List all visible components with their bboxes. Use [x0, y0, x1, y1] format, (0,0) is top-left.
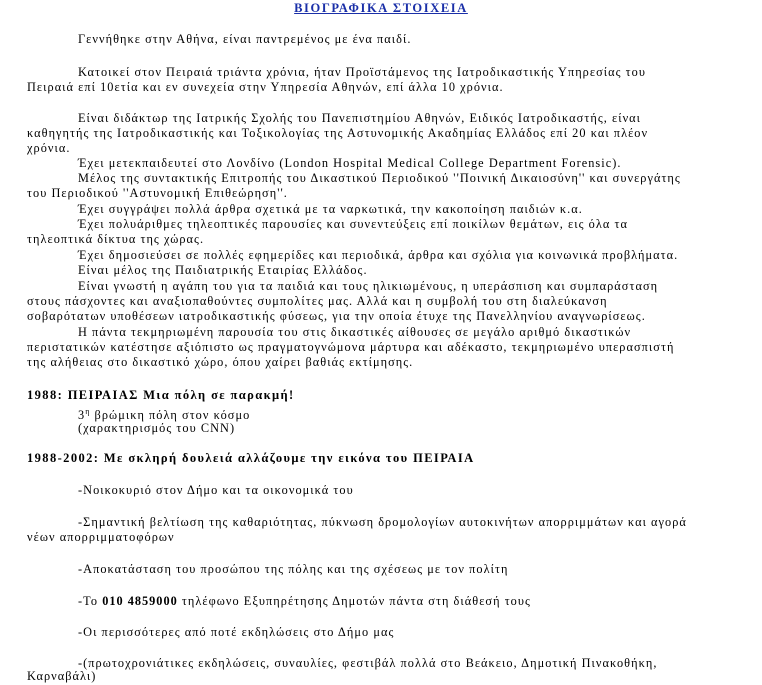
bio-doctor-1: Είναι διδάκτωρ της Ιατρικής Σχολής του Πανεπιστημίου Αθηνών, Ειδικός Ιατροδικαστής, είναι: [78, 111, 642, 125]
heading-1988: 1988: ΠΕΙΡΑΙΑΣ Μια πόλη σε παρακμή!: [27, 388, 295, 402]
bio-articles: Έχει συγγράψει πολλά άρθρα σχετικά με τα ναρκωτικά, την κακοποίηση παιδιών κ.α.: [78, 202, 583, 216]
bio-lives-2: Πειραιά επί 10ετία και εν συνεχεία στην Υπηρεσία Αθηνών, επί άλλα 10 χρόνια.: [27, 80, 504, 94]
bio-lives-1: Κατοικεί στον Πειραιά τριάντα χρόνια, ήταν Προϊστάμενος της Ιατροδικαστικής Υπηρεσίας του: [78, 65, 646, 79]
bio-tv-2: τηλεοπτικά δίκτυα της χώρας.: [27, 232, 205, 246]
bio-member-2: του Περιοδικού ''Αστυνομική Επιθεώρηση''.: [27, 186, 288, 200]
list-item-cont: νέων απορριμματοφόρων: [27, 530, 175, 544]
text-1988-cnn: (χαρακτηρισμός του CNN): [78, 421, 236, 435]
bio-born: Γεννήθηκε στην Αθήνα, είναι παντρεμένος με ένα παιδί.: [78, 32, 412, 46]
list-item-cont: Καρναβάλι): [27, 669, 97, 683]
bio-court-2: περιστατικών κατέστησε αξιόπιστο ως πραγματογνώμονα μάρτυρα και αδέκαστο, τεκμηριωμένο υπερασπιστή: [27, 340, 675, 354]
phone-number: 010 4859000: [102, 594, 178, 608]
bio-press: Έχει δημοσιεύσει σε πολλές εφημερίδες και περιοδικά, άρθρα και σχόλια για κοινωνικά προβλήματα.: [78, 248, 679, 262]
bio-court-1: Η πάντα τεκμηριωμένη παρουσία του στις δικαστικές αίθουσες σε μεγάλο αριθμό δικαστικών: [78, 325, 632, 339]
list-item: -Νοικοκυριό στον Δήμο και τα οικονομικά του: [78, 483, 354, 497]
bio-love-3: σοβαρότατων υποθέσεων ιατροδικαστικής φύσεως, για την οποία έτυχε της Πανελληνίου αναγνωρίσεως.: [27, 309, 646, 323]
bio-london: Έχει μετεκπαιδευτεί στο Λονδίνο (London Hospital Medical College Department Forensic).: [78, 156, 622, 170]
list-item: -(πρωτοχρονιάτικες εκδηλώσεις, συναυλίες, φεστιβάλ πολλά στο Βεάκειο, Δημοτική Πινακοθήκη,: [78, 656, 658, 670]
rank-text: βρώμικη πόλη στον κόσμο: [90, 408, 251, 423]
bio-love-1: Είναι γνωστή η αγάπη του για τα παιδιά και τους ηλικιωμένους, η υπεράσπιση και συμπαράσταση: [78, 279, 659, 293]
list-item: -Σημαντική βελτίωση της καθαριότητας, πύκνωση δρομολογίων αυτοκινήτων απορριμμάτων και αγορά: [78, 515, 687, 529]
rank-suffix: η: [85, 407, 91, 416]
rank-number: 3: [78, 408, 86, 423]
phone-prefix: -Το: [78, 594, 103, 608]
list-item: -Αποκατάσταση του προσώπου της πόλης και της σχέσεως με τον πολίτη: [78, 562, 509, 576]
bio-court-3: της αλήθειας στο δικαστικό χώρο, όπου χαίρει βαθιάς εκτίμησης.: [27, 355, 414, 369]
bio-love-2: στους πάσχοντες και αναξιοπαθούντες συμπολίτες μας. Αλλά και η συμβολή του στη διαλεύκανση: [27, 294, 608, 308]
bio-member-1: Μέλος της συντακτικής Επιτροπής του Δικαστικού Περιοδικού ''Ποινική Δικαιοσύνη'' και συνεργάτης: [78, 171, 681, 185]
bio-tv-1: Έχει πολυάριθμες τηλεοπτικές παρουσίες και συνεντεύξεις επί ποικίλων θεμάτων, εις όλα τα: [78, 217, 628, 231]
bio-pediatric: Είναι μέλος της Παιδιατρικής Εταιρίας Ελλάδος.: [78, 263, 368, 277]
list-item: -Οι περισσότερες από ποτέ εκδηλώσεις στο Δήμο μας: [78, 625, 395, 639]
bio-doctor-2: καθηγητής της Ιατροδικαστικής και Τοξικολογίας της Αστυνομικής Ακαδημίας Ελλάδος επί 20 και πλέον: [27, 126, 649, 140]
page-title: ΒΙΟΓΡΑΦΙΚΑ ΣΤΟΙΧΕΙΑ: [294, 1, 468, 15]
list-item-phone: [78, 594, 762, 610]
bio-doctor-3: χρόνια.: [27, 141, 71, 155]
phone-suffix: τηλέφωνο Εξυπηρέτησης Δημοτών πάντα στη διάθεσή τους: [177, 594, 531, 608]
heading-1988-2002: 1988-2002: Με σκληρή δουλειά αλλάζουμε την εικόνα του ΠΕΙΡΑΙΑ: [27, 451, 475, 465]
